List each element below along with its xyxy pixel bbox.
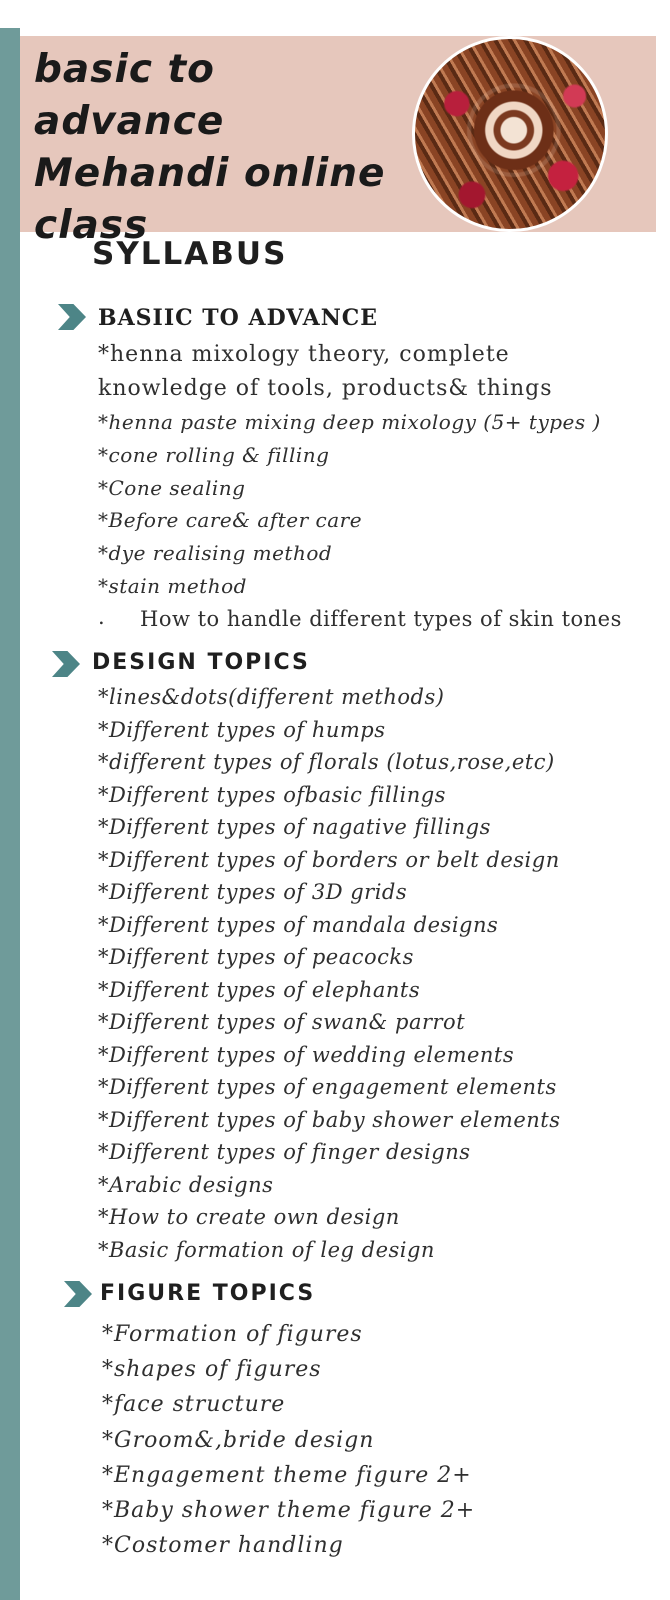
list-item: *How to create own design: [98, 1205, 400, 1229]
chevron-right-icon: [52, 651, 80, 677]
list-item: *Before care& after care: [98, 508, 363, 533]
list-item: *Basic formation of leg design: [98, 1237, 435, 1262]
list-item: *Different types of borders or belt design: [98, 847, 560, 872]
list-item: *Different types of humps: [98, 717, 386, 742]
list-item: *henna mixology theory, complete: [98, 342, 510, 367]
list-item: *Different types of elephants: [98, 977, 421, 1002]
title-line-3: class: [34, 203, 149, 248]
list-item: *different types of florals (lotus,rose,etc): [98, 750, 555, 774]
list-item: *face structure: [102, 1392, 286, 1418]
design-topics-list: [98, 681, 561, 1266]
list-item: *dye realising method: [98, 541, 333, 566]
list-item: *shapes of figures: [102, 1357, 322, 1383]
list-item: *Different types of engagement elements: [98, 1075, 557, 1099]
list-item: *lines&dots(different methods): [98, 685, 445, 709]
title-line-1: basic to advance: [34, 47, 225, 144]
list-item: *cone rolling & filling: [98, 442, 330, 467]
list-item: . How to handle different types of skin tones: [98, 603, 622, 636]
list-item: *Different types of wedding elements: [98, 1042, 515, 1067]
title-line-2: Mehandi online: [34, 151, 386, 196]
list-item: *Different types of mandala designs: [98, 912, 499, 937]
chevron-right-icon: [58, 304, 86, 330]
syllabus-heading: SYLLABUS: [92, 236, 288, 272]
list-item: *Groom&,bride design: [102, 1427, 375, 1453]
section-title-figure: FIGURE TOPICS: [100, 1281, 316, 1306]
section-title-basic: BASIIC TO ADVANCE: [98, 305, 379, 331]
list-item: *Different types of baby shower elements: [98, 1107, 561, 1132]
list-item: *stain method: [98, 573, 247, 598]
henna-hands-photo: [412, 36, 608, 232]
list-item: *Engagement theme figure 2+: [102, 1462, 472, 1488]
list-item: *Baby shower theme figure 2+: [102, 1498, 476, 1524]
list-item: *Arabic designs: [98, 1172, 274, 1197]
list-item: *Different types of nagative fillings: [98, 815, 491, 839]
list-item: *Cone sealing: [98, 475, 246, 500]
list-item: knowledge of tools, products& things: [98, 376, 553, 401]
list-item: *Costomer handling: [102, 1533, 344, 1559]
header-banner: [20, 36, 656, 248]
figure-topics-list: [102, 1317, 475, 1563]
list-item: *henna paste mixing deep mixology (5+ types ): [98, 410, 601, 434]
page-title: [34, 44, 414, 252]
list-item: *Different types of peacocks: [98, 945, 414, 969]
list-item: *Different types of 3D grids: [98, 880, 408, 904]
basic-topics-list: [98, 338, 622, 636]
list-item: *Different types ofbasic fillings: [98, 782, 446, 807]
section-title-design: DESIGN TOPICS: [92, 650, 310, 675]
left-accent-stripe: [0, 28, 20, 1600]
list-item: *Different types of swan& parrot: [98, 1010, 466, 1034]
list-item: *Formation of figures: [102, 1322, 363, 1347]
list-item: *Different types of finger designs: [98, 1140, 471, 1164]
chevron-right-icon: [64, 1281, 92, 1307]
